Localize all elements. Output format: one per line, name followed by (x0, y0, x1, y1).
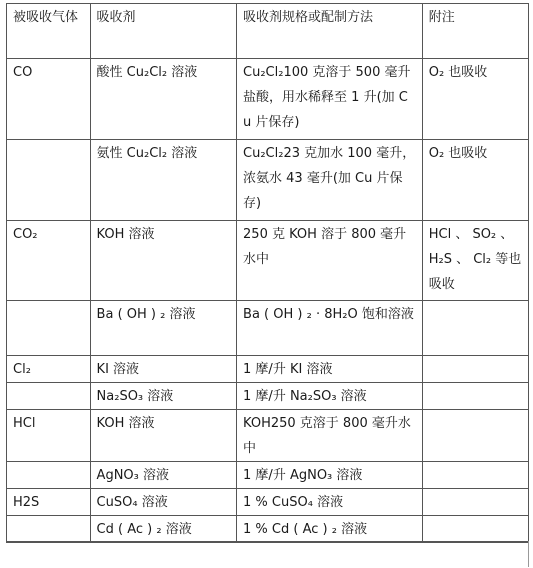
gas-cell (7, 383, 91, 410)
table-row (7, 221, 529, 301)
absorbent-cell: KI 溶液 (90, 356, 236, 383)
note-cell: O₂ 也吸收 (422, 59, 528, 140)
absorbent-table-document (6, 3, 529, 541)
absorbent-cell: Cd ( Ac ) ₂ 溶液 (90, 516, 236, 543)
absorbent-table (6, 3, 529, 543)
table-row (7, 489, 529, 516)
table-row (7, 383, 529, 410)
absorbent-cell: KOH 溶液 (90, 221, 236, 301)
page-bottom-rule (6, 541, 529, 542)
note-cell (422, 410, 528, 462)
header-spec: 吸收剂规格或配制方法 (237, 4, 423, 59)
spec-cell: 1 % Cd ( Ac ) ₂ 溶液 (237, 516, 423, 543)
header-note: 附注 (422, 4, 528, 59)
table-row (7, 301, 529, 356)
note-cell (422, 516, 528, 543)
note-cell (422, 301, 528, 356)
gas-cell: Cl₂ (7, 356, 91, 383)
table-row (7, 516, 529, 543)
table-row (7, 462, 529, 489)
note-cell (422, 356, 528, 383)
note-cell: HCl 、 SO₂ 、 H₂S 、 Cl₂ 等也吸收 (422, 221, 528, 301)
absorbent-cell: Ba ( OH ) ₂ 溶液 (90, 301, 236, 356)
header-absorbent: 吸收剂 (90, 4, 236, 59)
gas-cell: CO₂ (7, 221, 91, 301)
spec-cell: 1 % CuSO₄ 溶液 (237, 489, 423, 516)
spec-cell: 1 摩/升 AgNO₃ 溶液 (237, 462, 423, 489)
gas-cell: CO (7, 59, 91, 140)
note-cell: O₂ 也吸收 (422, 140, 528, 221)
page-right-edge (528, 541, 529, 567)
absorbent-cell: Na₂SO₃ 溶液 (90, 383, 236, 410)
note-cell (422, 462, 528, 489)
spec-cell: Cu₂Cl₂23 克加水 100 毫升，浓氨水 43 毫升(加 Cu 片保存) (237, 140, 423, 221)
gas-cell: HCl (7, 410, 91, 462)
table-row (7, 59, 529, 140)
spec-cell: 1 摩/升 Na₂SO₃ 溶液 (237, 383, 423, 410)
spec-cell: KOH250 克溶于 800 毫升水中 (237, 410, 423, 462)
absorbent-cell: 酸性 Cu₂Cl₂ 溶液 (90, 59, 236, 140)
gas-cell: H2S (7, 489, 91, 516)
table-row (7, 140, 529, 221)
spec-cell: Cu₂Cl₂100 克溶于 500 毫升盐酸，用水稀释至 1 升(加 Cu 片保存) (237, 59, 423, 140)
table-row (7, 410, 529, 462)
gas-cell (7, 140, 91, 221)
table-row (7, 356, 529, 383)
gas-cell (7, 462, 91, 489)
absorbent-cell: 氨性 Cu₂Cl₂ 溶液 (90, 140, 236, 221)
header-row (7, 4, 529, 59)
spec-cell: Ba ( OH ) ₂ · 8H₂O 饱和溶液 (237, 301, 423, 356)
spec-cell: 250 克 KOH 溶于 800 毫升水中 (237, 221, 423, 301)
note-cell (422, 383, 528, 410)
absorbent-cell: CuSO₄ 溶液 (90, 489, 236, 516)
absorbent-cell: AgNO₃ 溶液 (90, 462, 236, 489)
gas-cell (7, 301, 91, 356)
gas-cell (7, 516, 91, 543)
note-cell (422, 489, 528, 516)
spec-cell: 1 摩/升 KI 溶液 (237, 356, 423, 383)
absorbent-cell: KOH 溶液 (90, 410, 236, 462)
header-gas: 被吸收气体 (7, 4, 91, 59)
